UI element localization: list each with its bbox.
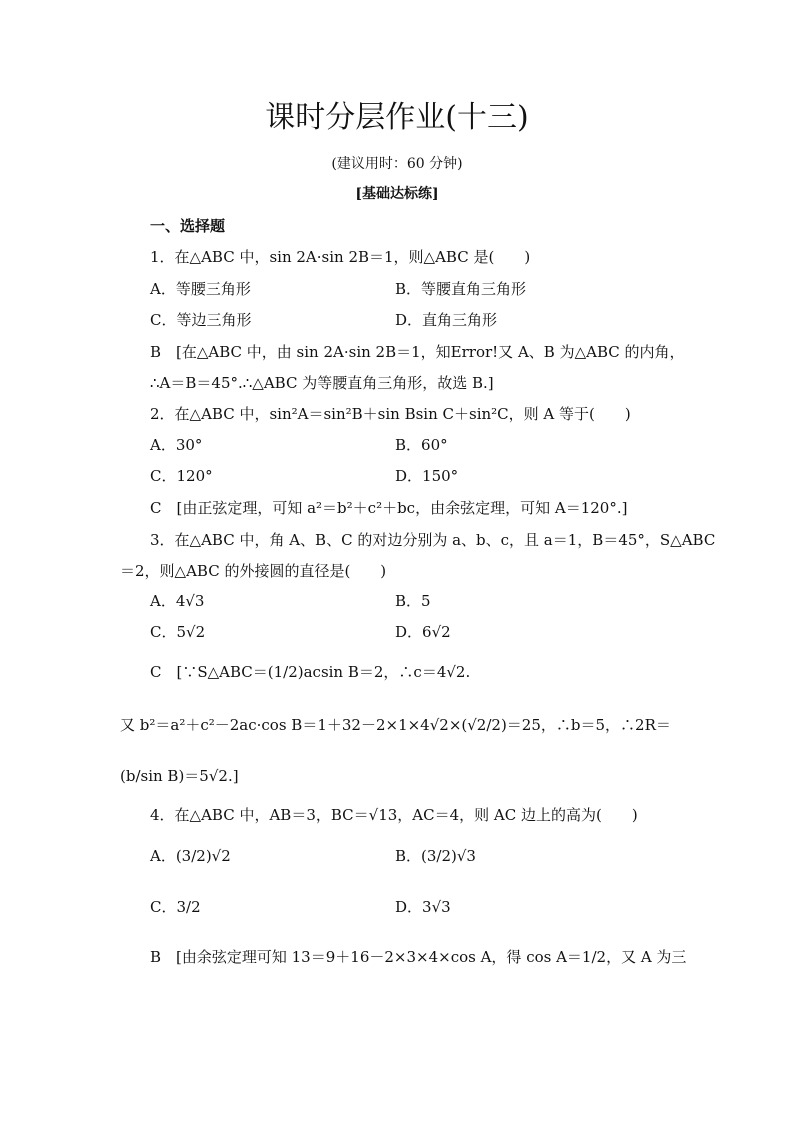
q2-answer: C [由正弦定理，可知 a²＝b²＋c²＋bc，由余弦定理，可知 A＝120°.] [150, 499, 628, 517]
q1-option-a: A．等腰三角形 [150, 280, 251, 298]
section-heading: 一、选择题 [150, 217, 226, 235]
q3-option-c: C．5√2 [150, 623, 206, 641]
q3-option-b: B．5 [395, 592, 431, 610]
q3-option-a: A．4√3 [150, 592, 205, 610]
q1-stem: 1．在△ABC 中，sin 2A·sin 2B＝1，则△ABC 是( ) [150, 248, 531, 266]
q2-option-d: D．150° [395, 467, 459, 485]
q4-stem: 4．在△ABC 中，AB＝3，BC＝√13，AC＝4，则 AC 边上的高为( ) [150, 806, 638, 824]
q1-answer-line-1: B [在△ABC 中，由 sin 2A·sin 2B＝1，知Error!又 A、B 为△ABC 的内角， [150, 343, 685, 361]
level-label: [基础达标练] [355, 186, 439, 202]
q3-answer-line-3: (b/sin B)＝5√2.] [120, 767, 239, 785]
q3-stem-line-2: ＝2，则△ABC 的外接圆的直径是( ) [120, 562, 387, 580]
q4-answer: B [由余弦定理可知 13＝9＋16－2×3×4×cos A，得 cos A＝1/2，又 A 为三 [150, 948, 687, 966]
q1-option-d: D．直角三角形 [395, 311, 498, 329]
q1-answer-line-2: ∴A＝B＝45°.∴△ABC 为等腰直角三角形，故选 B.] [150, 374, 494, 392]
q4-option-b: B．(3/2)√3 [395, 847, 476, 865]
q1-option-c: C．等边三角形 [150, 311, 252, 329]
q3-option-d: D．6√2 [395, 623, 451, 641]
q3-answer-line-2: 又 b²＝a²＋c²－2ac·cos B＝1＋32－2×1×4√2×(√2/2)＝25，∴b＝5，∴2R＝ [120, 716, 671, 734]
suggested-time: (建议用时：60 分钟) [331, 156, 463, 172]
q3-answer-line-1: C [∵S△ABC＝(1/2)acsin B＝2，∴c＝4√2. [150, 663, 471, 681]
q4-option-a: A．(3/2)√2 [150, 847, 231, 865]
q2-option-a: A．30° [150, 436, 203, 454]
q2-option-b: B．60° [395, 436, 448, 454]
q2-stem: 2．在△ABC 中，sin²A＝sin²B＋sin Bsin C＋sin²C，则 A 等于( ) [150, 405, 631, 423]
q4-option-c: C．3/2 [150, 898, 201, 916]
page-title: 课时分层作业(十三) [265, 100, 529, 135]
q2-option-c: C．120° [150, 467, 213, 485]
q1-option-b: B．等腰直角三角形 [395, 280, 527, 298]
q4-option-d: D．3√3 [395, 898, 451, 916]
q3-stem-line-1: 3．在△ABC 中，角 A、B、C 的对边分别为 a、b、c，且 a＝1，B＝45°，S△ABC [150, 531, 716, 549]
